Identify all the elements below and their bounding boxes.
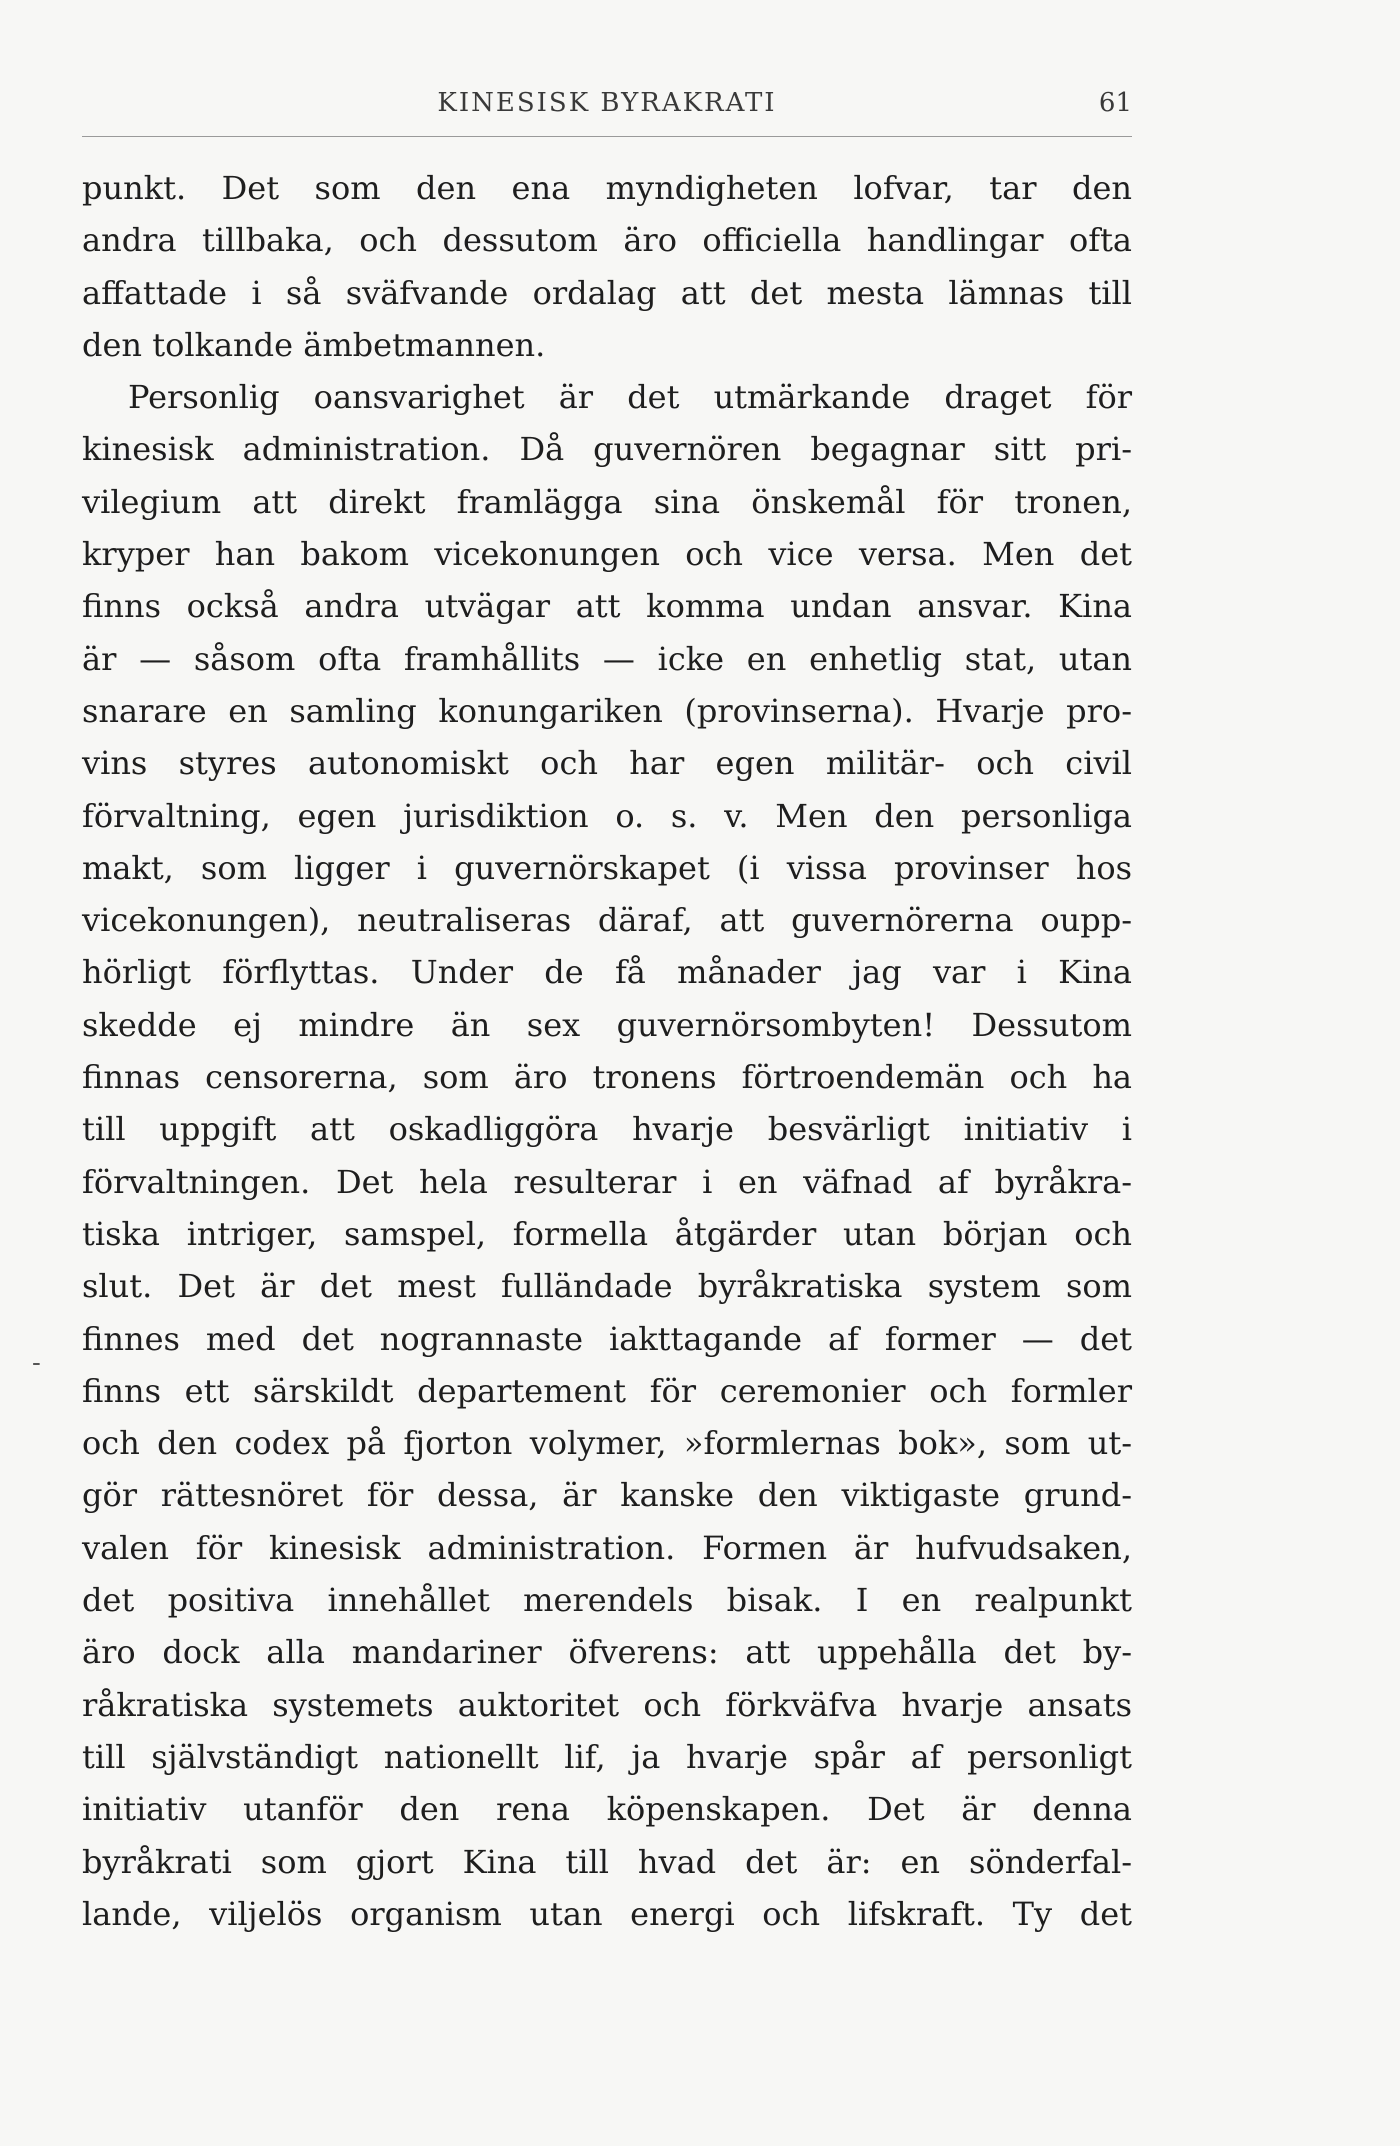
text-line: finnas censorerna, som äro tronens förtroendemän och ha: [82, 1058, 1132, 1097]
text-line: skedde ej mindre än sex guvernörsombyten! Dessutom: [82, 1005, 1132, 1044]
page-number: 61: [1098, 88, 1132, 118]
text-line: finns också andra utvägar att komma undan ansvar. Kina: [82, 587, 1132, 626]
text-line: finnes med det nogrannaste iakttagande af former — det: [82, 1319, 1132, 1358]
text-line: Personlig oansvarighet är det utmärkande draget för: [128, 378, 1132, 417]
text-line: slut. Det är det mest fulländade byråkratiska system som: [82, 1267, 1132, 1306]
text-line: vicekonungen), neutraliseras däraf, att guvernörerna oupp-: [82, 901, 1132, 940]
text-line: förvaltning, egen jurisdiktion o. s. v. Men den personliga: [82, 796, 1132, 835]
running-title: KINESISK BYRAKRATI: [437, 88, 777, 118]
text-line: gör rättesnöret för dessa, är kanske den viktigaste grund-: [82, 1476, 1132, 1515]
text-line: vilegium att direkt framlägga sina önskemål för tronen,: [82, 482, 1132, 521]
text-line: makt, som ligger i guvernörskapet (i vissa provinser hos: [82, 848, 1132, 887]
text-line: finns ett särskildt departement för ceremonier och formler: [82, 1371, 1132, 1410]
page-header: [82, 88, 1132, 128]
text-line: det positiva innehållet merendels bisak. I en realpunkt: [82, 1581, 1132, 1620]
text-line: hörligt förflyttas. Under de få månader jag var i Kina: [82, 953, 1132, 992]
text-line: är — såsom ofta framhållits — icke en enhetlig stat, utan: [82, 639, 1132, 678]
text-line: andra tillbaka, och dessutom äro officiella handlingar ofta: [82, 221, 1132, 260]
text-line: lande, viljelös organism utan energi och lifskraft. Ty det: [82, 1894, 1132, 1933]
text-line: kryper han bakom vicekonungen och vice versa. Men det: [82, 535, 1132, 574]
text-line: valen för kinesisk administration. Formen är hufvudsaken,: [82, 1528, 1132, 1567]
text-line: affattade i så sväfvande ordalag att det mesta lämnas till: [82, 273, 1132, 312]
text-line: snarare en samling konungariken (provinserna). Hvarje pro-: [82, 691, 1132, 730]
text-line: vins styres autonomiskt och har egen militär- och civil: [82, 744, 1132, 783]
text-line: äro dock alla mandariner öfverens: att uppehålla det by-: [82, 1633, 1132, 1672]
text-line: initiativ utanför den rena köpenskapen. Det är denna: [82, 1790, 1132, 1829]
text-line: och den codex på fjorton volymer, »formlernas bok», som ut-: [82, 1424, 1132, 1463]
header-rule: [82, 136, 1132, 137]
text-line: till uppgift att oskadliggöra hvarje besvärligt initiativ i: [82, 1110, 1132, 1149]
text-line: råkratiska systemets auktoritet och förkväfva hvarje ansats: [82, 1685, 1132, 1724]
text-line: förvaltningen. Det hela resulterar i en väfnad af byråkra-: [82, 1162, 1132, 1201]
text-line: byråkrati som gjort Kina till hvad det är: en sönderfal-: [82, 1842, 1132, 1881]
text-line: till självständigt nationellt lif, ja hvarje spår af personligt: [82, 1737, 1132, 1776]
margin-mark: -: [32, 1348, 41, 1378]
text-line: kinesisk administration. Då guvernören begagnar sitt pri-: [82, 430, 1132, 469]
text-line: punkt. Det som den ena myndigheten lofvar, tar den: [82, 169, 1132, 207]
text-line: tiska intriger, samspel, formella åtgärder utan början och: [82, 1214, 1132, 1253]
text-line: den tolkande ämbetmannen.: [82, 325, 546, 364]
body-text: [82, 162, 1132, 1940]
